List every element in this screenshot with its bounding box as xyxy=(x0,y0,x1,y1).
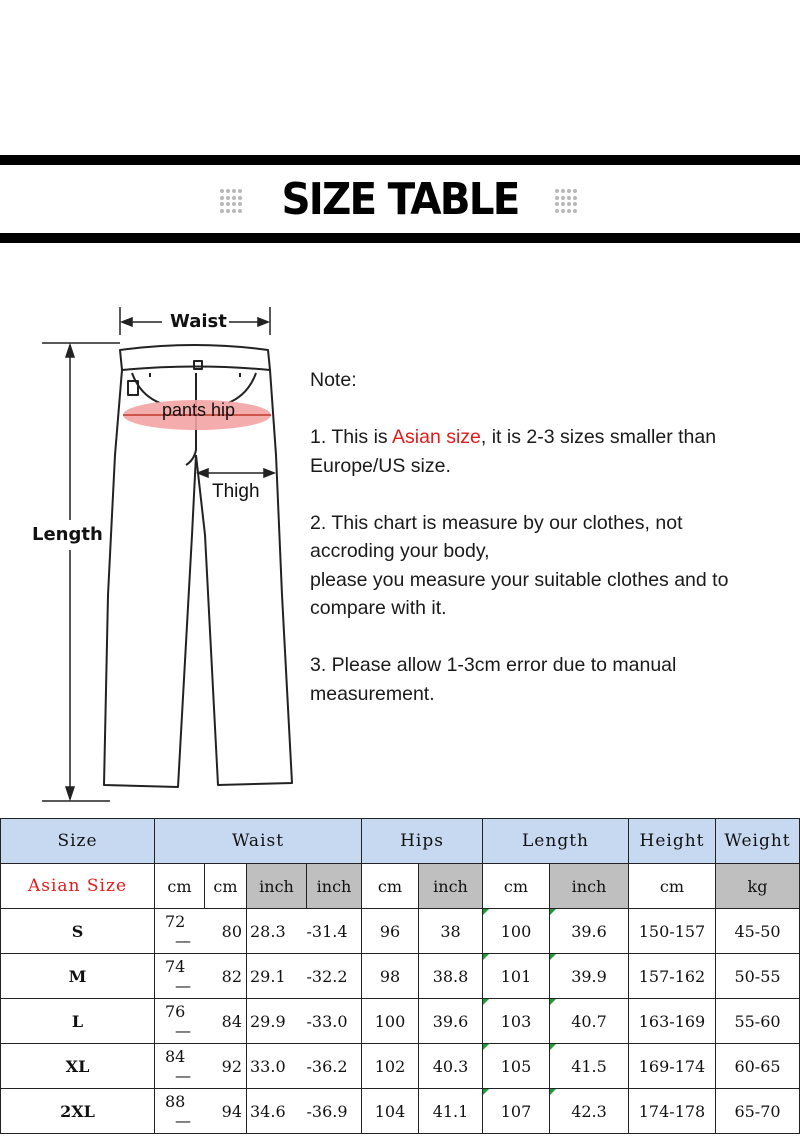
subheader-hips-cm: cm xyxy=(362,864,419,909)
table-row xyxy=(1,1089,800,1134)
header-weight: Weight xyxy=(716,819,800,864)
cell-length-cm: 107 xyxy=(483,1089,550,1134)
cell-length-inch: 39.6 xyxy=(550,909,629,954)
range-dash: — xyxy=(175,931,191,950)
cell-height: 150-157 xyxy=(629,909,716,954)
cell-length-cm: 101 xyxy=(483,954,550,999)
notes-block xyxy=(310,366,790,708)
note-3-line1: 3. Please allow 1-3cm error due to manual xyxy=(310,654,677,676)
range-dash: — xyxy=(175,1021,191,1040)
subheader-height-cm: cm xyxy=(629,864,716,909)
note-1-line2: Europe/US size. xyxy=(310,454,451,477)
header-length: Length xyxy=(483,819,629,864)
cell-waist-inch-b: -33.0 xyxy=(307,999,362,1044)
header-size: Size xyxy=(1,819,155,864)
header-top-bar xyxy=(0,155,800,165)
cell-waist-cm-a xyxy=(155,909,205,954)
note-3-line2: measurement. xyxy=(310,682,435,705)
note-1-suffix: , it is 2-3 sizes smaller than xyxy=(480,426,717,448)
cell-waist-inch-a: 34.6 xyxy=(247,1089,307,1134)
notes-heading: Note: xyxy=(310,369,357,391)
cell-hips-inch: 40.3 xyxy=(419,1044,483,1089)
cell-length-cm: 103 xyxy=(483,999,550,1044)
table-header-row xyxy=(1,819,800,864)
cell-waist-inch-b: -32.2 xyxy=(307,954,362,999)
cell-waist-inch-a: 29.9 xyxy=(247,999,307,1044)
cell-length-inch: 41.5 xyxy=(550,1044,629,1089)
note-2-line4: compare with it. xyxy=(310,597,447,619)
subheader-waist-inch-a: inch xyxy=(247,864,307,909)
table-row xyxy=(1,909,800,954)
cell-height: 169-174 xyxy=(629,1044,716,1089)
cell-hips-inch: 38.8 xyxy=(419,954,483,999)
cell-weight: 45-50 xyxy=(716,909,800,954)
cell-weight: 65-70 xyxy=(716,1089,800,1134)
cell-hips-cm: 102 xyxy=(362,1044,419,1089)
cell-weight: 50-55 xyxy=(716,954,800,999)
note-2-line2: accroding your body, xyxy=(310,540,490,562)
cell-waist-cm-a xyxy=(155,999,205,1044)
cell-size: L xyxy=(1,999,155,1044)
cell-value: 88 xyxy=(165,1092,186,1111)
header-bottom-bar xyxy=(0,233,800,243)
cell-weight: 60-65 xyxy=(716,1044,800,1089)
table-row xyxy=(1,999,800,1044)
cell-height: 157-162 xyxy=(629,954,716,999)
cell-waist-inch-b: -31.4 xyxy=(307,909,362,954)
cell-value: 74 xyxy=(165,957,186,976)
subheader-asian-size: Asian Size xyxy=(1,864,155,909)
cell-length-cm: 105 xyxy=(483,1044,550,1089)
cell-length-inch: 39.9 xyxy=(550,954,629,999)
table-subheader-row xyxy=(1,864,800,909)
header-hips: Hips xyxy=(362,819,483,864)
page-title: SIZE TABLE xyxy=(281,174,519,225)
cell-value: 72 xyxy=(165,912,186,931)
cell-waist-cm-a xyxy=(155,1089,205,1134)
pants-diagram xyxy=(0,295,310,810)
note-1-prefix: 1. This is xyxy=(310,426,393,448)
subheader-hips-inch: inch xyxy=(419,864,483,909)
cell-height: 174-178 xyxy=(629,1089,716,1134)
cell-value: 84 xyxy=(165,1047,186,1066)
cell-height: 163-169 xyxy=(629,999,716,1044)
range-dash: — xyxy=(175,1066,191,1085)
header-waist: Waist xyxy=(155,819,362,864)
cell-length-cm: 100 xyxy=(483,909,550,954)
thigh-arrow xyxy=(198,469,274,477)
note-1 xyxy=(310,423,790,452)
table-row xyxy=(1,1044,800,1089)
cell-waist-inch-a: 33.0 xyxy=(247,1044,307,1089)
table-row xyxy=(1,954,800,999)
cell-hips-inch: 39.6 xyxy=(419,999,483,1044)
cell-hips-inch: 38 xyxy=(419,909,483,954)
cell-size: XL xyxy=(1,1044,155,1089)
range-dash: — xyxy=(175,1111,191,1130)
cell-waist-inch-a: 29.1 xyxy=(247,954,307,999)
length-label: Length xyxy=(32,524,103,545)
note-2-line1: 2. This chart is measure by our clothes, not xyxy=(310,511,683,534)
subheader-length-inch: inch xyxy=(550,864,629,909)
cell-waist-inch-b: -36.2 xyxy=(307,1044,362,1089)
cell-waist-cm-a xyxy=(155,1044,205,1089)
cell-hips-cm: 104 xyxy=(362,1089,419,1134)
size-rows xyxy=(1,909,800,1134)
cell-size: M xyxy=(1,954,155,999)
cell-length-inch: 40.7 xyxy=(550,999,629,1044)
cell-waist-inch-b: -36.9 xyxy=(307,1089,362,1134)
thigh-label: Thigh xyxy=(212,481,260,502)
note-1-highlight: Asian size xyxy=(392,426,481,448)
header-height: Height xyxy=(629,819,716,864)
cell-weight: 55-60 xyxy=(716,999,800,1044)
cell-hips-cm: 100 xyxy=(362,999,419,1044)
size-table xyxy=(0,818,800,1134)
cell-waist-cm-a xyxy=(155,954,205,999)
right-dots-icon xyxy=(555,189,579,213)
cell-waist-inch-a: 28.3 xyxy=(247,909,307,954)
cell-length-inch: 42.3 xyxy=(550,1089,629,1134)
cell-hips-cm: 96 xyxy=(362,909,419,954)
cell-waist-cm-b: 82 xyxy=(205,954,247,999)
cell-hips-cm: 98 xyxy=(362,954,419,999)
subheader-weight-kg: kg xyxy=(716,864,800,909)
subheader-waist-inch-b: inch xyxy=(307,864,362,909)
note-2-line3: please you measure your suitable clothes and to xyxy=(310,568,729,591)
cell-waist-cm-b: 84 xyxy=(205,999,247,1044)
range-dash: — xyxy=(175,976,191,995)
cell-size: S xyxy=(1,909,155,954)
cell-waist-cm-b: 94 xyxy=(205,1089,247,1134)
cell-size: 2XL xyxy=(1,1089,155,1134)
subheader-waist-cm-b: cm xyxy=(205,864,247,909)
subheader-waist-cm-a: cm xyxy=(155,864,205,909)
cell-waist-cm-b: 92 xyxy=(205,1044,247,1089)
cell-hips-inch: 41.1 xyxy=(419,1089,483,1134)
cell-waist-cm-b: 80 xyxy=(205,909,247,954)
subheader-length-cm: cm xyxy=(483,864,550,909)
cell-value: 76 xyxy=(165,1002,186,1021)
hip-label: pants hip xyxy=(162,400,236,420)
waist-label: Waist xyxy=(170,311,227,332)
